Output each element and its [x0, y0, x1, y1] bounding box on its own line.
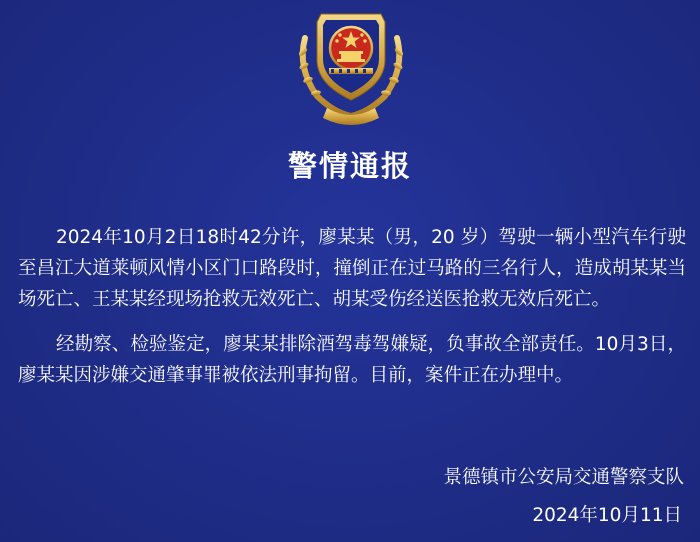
issue-date: 2024年10月11日 [532, 505, 682, 526]
notice-paragraph-incident: 2024年10月2日18时42分许，廖某某（男，20 岁）驾驶一辆小型汽车行驶至昌江大道莱顿风情小区门口路段时，撞倒正在过马路的三名行人，造成胡某某当场死亡、王某某经现场抢救无效死亡、胡某受伤经送医抢救无效后死亡。 [18, 227, 686, 310]
notice-paragraph-investigation: 经勘察、检验鉴定，廖某某排除酒驾毒驾嫌疑，负事故全部责任。10月3日，廖某某因涉嫌交通肇事罪被依法刑事拘留。目前，案件正在办理中。 [18, 334, 686, 386]
notice-title: 警情通报 [287, 149, 412, 183]
issuer-name: 景德镇市公安局交通警察支队 [443, 467, 684, 488]
police-emblem-icon [293, 8, 409, 130]
